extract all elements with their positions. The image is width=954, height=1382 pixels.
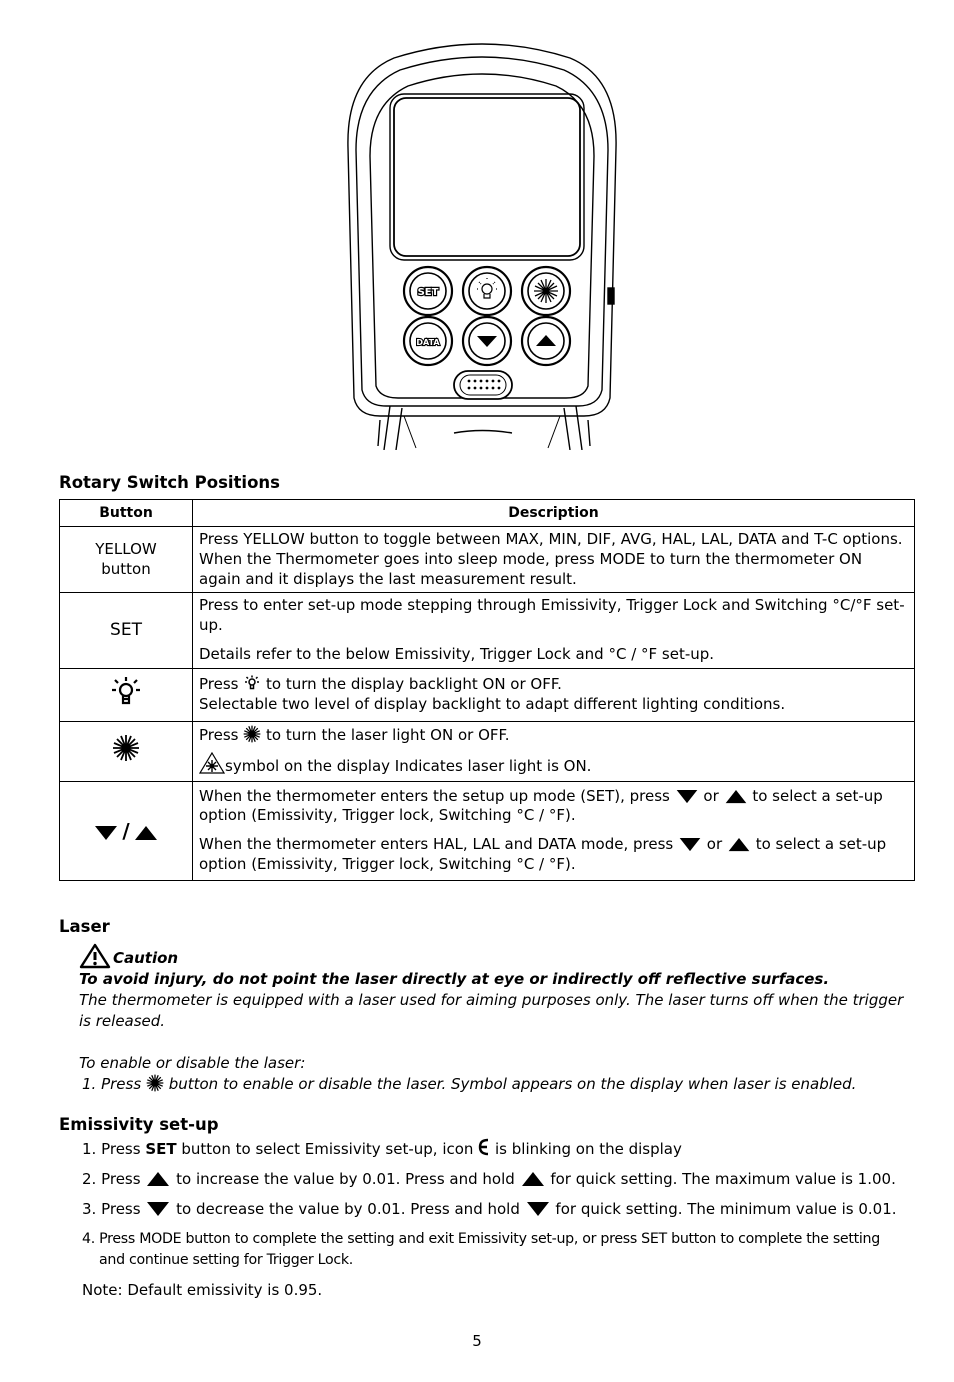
down-arrow-icon: [525, 1201, 551, 1217]
device-set-label: SET: [417, 287, 439, 298]
laser-warning-icon: [199, 752, 225, 774]
up-arrow-icon: [724, 789, 748, 804]
emissivity-heading: Emissivity set-up: [59, 1115, 219, 1134]
table-row: [60, 781, 915, 880]
emissivity-step-1: 1. Press SET button to select Emissivity set-up, icon is blinking on the display: [82, 1137, 902, 1160]
bulb-icon: [108, 675, 144, 709]
down-arrow-icon: [94, 825, 118, 841]
laser-desc-2: symbol on the display Indicates laser light is ON.: [199, 752, 908, 777]
rotary-switch-heading: Rotary Switch Positions: [59, 473, 280, 492]
laser-body: The thermometer is equipped with a laser used for aiming purposes only. The laser turns off when the trigger is released.: [79, 991, 904, 1030]
laser-desc-1: Press to turn the laser light ON or OFF.: [199, 726, 510, 745]
col-header-button: Button: [60, 500, 193, 527]
device-data-label: DATA: [416, 338, 440, 347]
laser-heading: Laser: [59, 917, 110, 936]
table-row: [60, 593, 915, 668]
col-header-description: Description: [193, 500, 915, 527]
up-arrow-icon: [727, 837, 751, 852]
table-row: [60, 721, 915, 781]
laser-section: [79, 943, 919, 1095]
backlight-desc-2: Selectable two level of display backlight to adapt different lighting conditions.: [199, 695, 786, 714]
up-arrow-icon: [145, 1171, 171, 1187]
laser-step-1: 1. Press button to enable or disable the laser. Symbol appears on the display when laser is enabled.: [82, 1075, 857, 1093]
arrows-button-cell: [60, 781, 193, 880]
arrows-desc: [193, 781, 915, 880]
emissivity-step-3: 3. Press to decrease the value by 0.01. Press and hold for quick setting. The minimum value is 0.01.: [82, 1200, 897, 1218]
laser-desc: [193, 721, 915, 781]
down-arrow-icon: [678, 837, 702, 852]
down-arrow-icon: [675, 789, 699, 804]
laser-button-cell: [60, 721, 193, 781]
backlight-button-cell: [60, 668, 193, 721]
down-arrow-icon: [145, 1201, 171, 1217]
warning-triangle-icon: [79, 943, 111, 969]
rotary-switch-table: [59, 499, 915, 881]
set-desc-2: Details refer to the below Emissivity, Trigger Lock and °C / °F set-up.: [199, 644, 715, 663]
emissivity-icon: [478, 1137, 490, 1157]
set-button-cell: SET: [60, 593, 193, 668]
emissivity-step-4-line-2: and continue setting for Trigger Lock.: [99, 1252, 354, 1268]
backlight-desc: [193, 668, 915, 721]
laser-icon: [146, 1074, 164, 1092]
emissivity-step-4-line-1: 4. Press MODE button to complete the setting and exit Emissivity set-up, or press SET button to complete the setting: [82, 1231, 880, 1247]
laser-icon: [243, 725, 261, 743]
laser-icon: [112, 734, 140, 762]
set-desc: [193, 593, 915, 668]
caution-label: Caution: [113, 949, 179, 967]
yellow-label-2: button: [101, 559, 151, 578]
up-arrow-icon: [520, 1171, 546, 1187]
set-desc-1: Press to enter set-up mode stepping through Emissivity, Trigger Lock and Switching °C/°F set-up.: [199, 596, 905, 635]
table-row: [60, 668, 915, 721]
emissivity-note: Note: Default emissivity is 0.95.: [82, 1281, 323, 1299]
yellow-label-1: YELLOW: [95, 539, 157, 558]
arrows-desc-2: When the thermometer enters HAL, LAL and DATA mode, press or to select a set-up option (Emissivity, Trigger lock, Switching °C / °F).: [199, 835, 887, 874]
emissivity-step-2: 2. Press to increase the value by 0.01. Press and hold for quick setting. The maximum value is 1.00.: [82, 1170, 896, 1188]
table-header-row: [60, 500, 915, 527]
emissivity-step-4: [82, 1229, 902, 1271]
yellow-desc: Press YELLOW button to toggle between MAX, MIN, DIF, AVG, HAL, LAL, DATA and T-C options. When the Thermometer goes into sleep mode, press MODE to turn the thermometer ON again and it displays the last measurement result.: [193, 527, 915, 593]
bulb-icon: [243, 674, 261, 692]
laser-warning: To avoid injury, do not point the laser directly at eye or indirectly off reflective surfaces.: [79, 970, 830, 988]
backlight-desc-1: Press to turn the display backlight ON or OFF.: [199, 675, 562, 694]
thermometer-illustration: [344, 38, 620, 450]
arrows-separator: /: [122, 818, 130, 843]
caution-row: [79, 943, 919, 969]
page-number: 5: [472, 1332, 482, 1350]
up-arrow-icon: [134, 825, 158, 841]
table-row: [60, 527, 915, 593]
emissivity-steps: [82, 1137, 902, 1301]
arrows-desc-1: When the thermometer enters the setup up mode (SET), press or to select a set-up option (Emissivity, Trigger lock, Switching °C / °F).: [199, 786, 883, 825]
yellow-button-cell: [60, 527, 193, 593]
laser-enable-title: To enable or disable the laser:: [79, 1054, 306, 1072]
